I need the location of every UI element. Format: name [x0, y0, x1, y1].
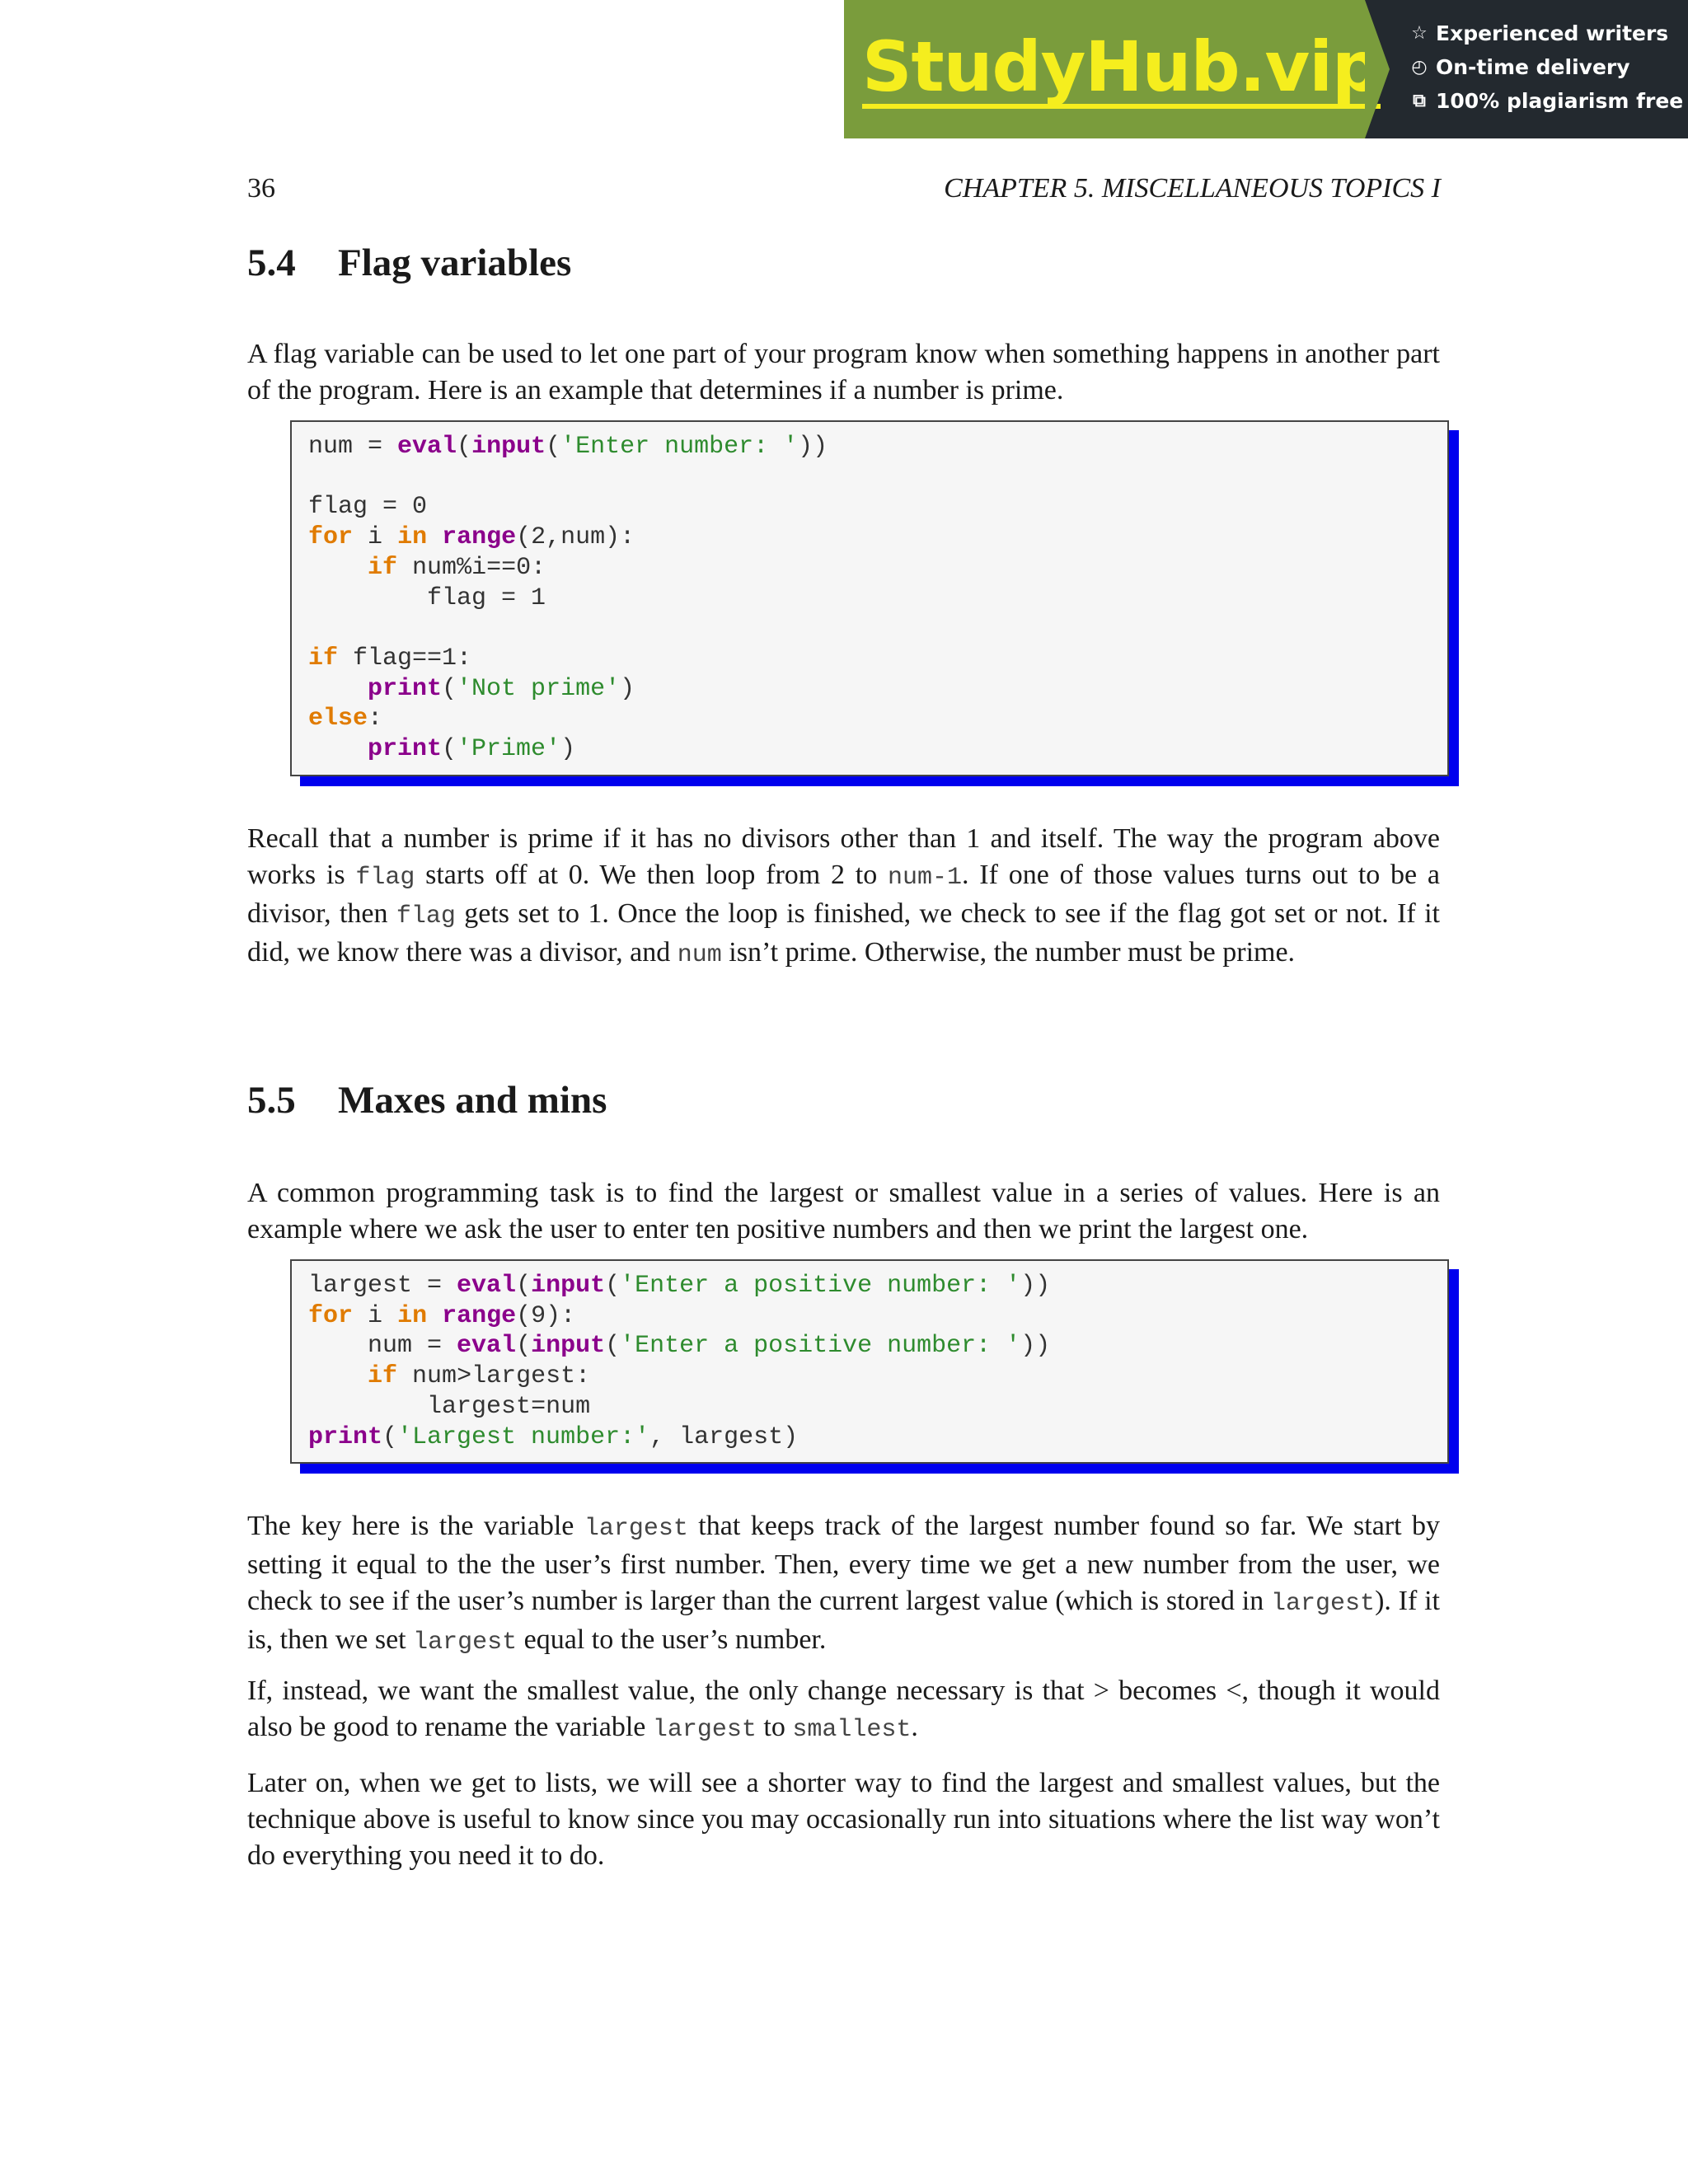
paragraph-lists-note: Later on, when we get to lists, we will see a shorter way to find the largest and smallest values, but the technique above is useful to know since you may occasionally run into situations where the list way won’t do everything you need it to do.	[247, 1768, 1440, 1871]
inline-code: largest	[413, 1629, 518, 1657]
feature-label: Experienced writers	[1436, 21, 1669, 45]
section-number: 5.4	[247, 241, 296, 284]
star-icon: ☆	[1411, 23, 1428, 44]
code-line: largest=num	[427, 1392, 591, 1421]
feature-item	[1409, 55, 1688, 79]
feature-label: 100% plagiarism free	[1436, 89, 1684, 113]
code-line: if num%i==0:	[368, 553, 546, 582]
code-line: print('Not prime')	[368, 674, 635, 703]
paragraph-flag-explanation: Recall that a number is prime if it has no divisors other than 1 and itself. The way the program above works is flag starts off at 0. We then loop from 2 to num-1. If one of those values turns out to be a divisor, then flag gets set to 1. Once the loop is finished, we check to see if the flag got set or not. If it did, we know there was a divisor, and num isn’t prime. Otherwise, the number must be prime.	[247, 823, 1440, 969]
feature-item	[1409, 21, 1688, 45]
code-line: num = eval(input('Enter a positive number: '))	[368, 1332, 1051, 1361]
code-listing-largest	[290, 1259, 1449, 1464]
code-line: largest = eval(input('Enter a positive number: '))	[308, 1272, 1051, 1300]
paragraph-flag-intro: A flag variable can be used to let one part of your program know when something happens in another part of the program. Here is an example that determines if a number is prime.	[247, 339, 1440, 405]
logo-text: StudyHub.vip	[862, 26, 1381, 107]
code-line: for i in range(9):	[308, 1301, 576, 1330]
code-block	[308, 1271, 1431, 1452]
paragraph-max-intro: A common programming task is to find the largest or smallest value in a series of values. Here is an example where we ask the user to enter ten positive numbers and then we print the largest one.	[247, 1178, 1440, 1244]
inline-code: flag	[355, 864, 415, 892]
code-line: else:	[308, 705, 383, 733]
inline-code: flag	[396, 902, 456, 930]
code-line: num = eval(input('Enter number: '))	[308, 433, 828, 461]
banner-arrow-decoration	[1365, 0, 1390, 138]
inline-code: largest	[1271, 1590, 1376, 1618]
code-line: print('Largest number:', largest)	[308, 1422, 799, 1451]
section-title: Maxes and mins	[338, 1079, 607, 1122]
inline-code: num	[677, 941, 722, 969]
ad-banner[interactable]	[844, 0, 1688, 138]
code-line: if num>largest:	[368, 1362, 591, 1391]
running-head: CHAPTER 5. MISCELLANEOUS TOPICS I	[944, 173, 1441, 204]
copy-icon: ⧉	[1413, 91, 1426, 111]
section-heading-5-4	[247, 241, 571, 285]
code-line: flag = 0	[308, 493, 428, 522]
feature-item	[1409, 89, 1688, 113]
banner-features	[1365, 0, 1688, 138]
paragraph-smallest-note: If, instead, we want the smallest value, the only change necessary is that > becomes <, though it would also be good to rename the variable largest to smallest.	[247, 1675, 1440, 1744]
code-listing-prime	[290, 420, 1449, 776]
feature-label: On-time delivery	[1436, 55, 1630, 79]
paragraph-largest-explanation: The key here is the variable largest that keeps track of the largest number found so far. We start by setting it equal to the the user’s first number. Then, every time we get a new number from the user, we check to see if the user’s number is larger than the current largest value (which is stored in largest). If it is, then we set largest equal to the user’s number.	[247, 1511, 1441, 1657]
section-title: Flag variables	[338, 241, 572, 284]
code-line: if flag==1:	[308, 644, 472, 673]
studyhub-logo[interactable]	[844, 0, 1381, 138]
inline-code: largest	[584, 1515, 688, 1543]
code-line: flag = 1	[427, 583, 546, 612]
clock-icon: ◴	[1411, 57, 1428, 77]
inline-code: largest	[652, 1716, 757, 1744]
code-line: print('Prime')	[368, 735, 576, 764]
code-block	[308, 432, 1431, 765]
section-number: 5.5	[247, 1079, 296, 1122]
code-line: for i in range(2,num):	[308, 523, 635, 552]
page-number: 36	[247, 173, 275, 204]
inline-code: smallest	[792, 1716, 912, 1744]
inline-code: num-1	[888, 864, 963, 892]
section-heading-5-5	[247, 1078, 607, 1122]
